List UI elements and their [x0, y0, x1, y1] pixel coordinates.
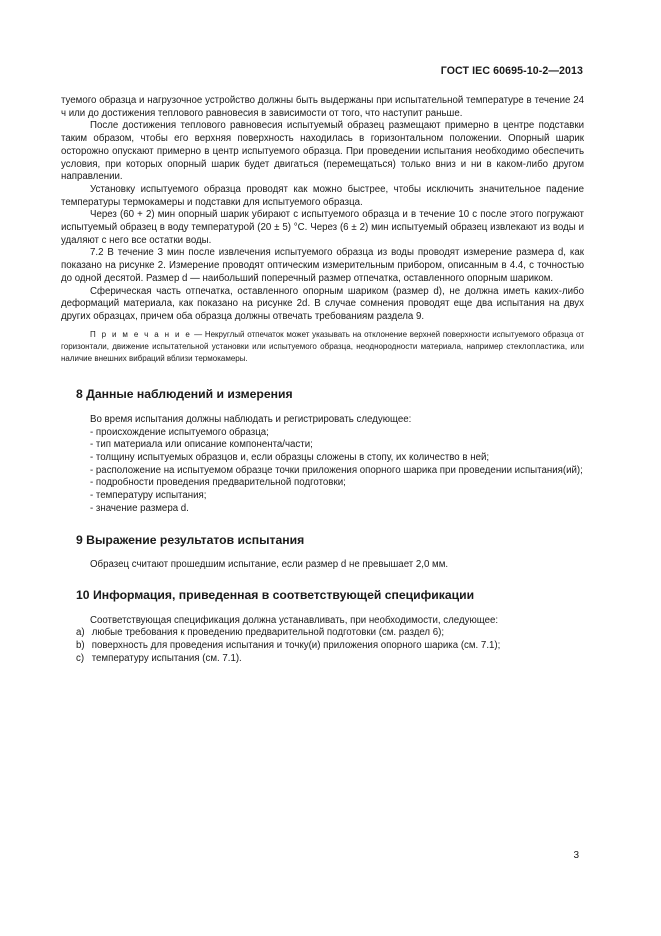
list-item-label: c) [76, 652, 85, 664]
document-body [61, 95, 584, 666]
list-item: - расположение на испытуемом образце точки приложения опорного шарика при проведении испытания(ий); [90, 464, 583, 476]
clause-7-2-paragraph: 7.2 В течение 3 мин после извлечения испытуемого образца из воды проводят измерение размера d, как показано на рисунке 2. Измерение проводят оптическим измерительным прибором, описанным в 4.4, с точностью до одной десятой. Размер d — наибольший поперечный размер отпечатка, оставленного опорным шариком. [61, 247, 584, 284]
list-item: - значение размера d. [90, 502, 189, 514]
note-paragraph [61, 329, 584, 366]
note-label: П р и м е ч а н и е [90, 329, 192, 339]
list-item-text: любые требования к проведению предварительной подготовки (см. раздел 6); [91, 627, 445, 639]
section-10-list [61, 615, 584, 666]
list-item-text: температуру испытания (см. 7.1). [91, 652, 242, 664]
list-item [61, 640, 584, 653]
paragraph: После достижения теплового равновесия испытуемый образец размещают примерно в центре подставки таким образом, чтобы его верхняя поверхность находилась в горизонтальном положении. Опорный шарик осторожно опускают примерно в центр испытуемого образца. При проведении испытания необходимо обеспечить условия, при которых опорный шарик будет двигаться (перемещаться) только вниз и ни в каком-либо другом направлении. [61, 120, 584, 183]
section-8-heading: 8 Данные наблюдений и измерения [76, 387, 293, 402]
document-code-header: ГОСТ IEC 60695-10-2—2013 [440, 65, 583, 77]
list-item: - тип материала или описание компонента/части; [90, 439, 313, 451]
note-text: — Некруглый отпечаток может указывать на отклонение верхней поверхности испытуемого образца от горизонтали, движение испытательной установки или испытуемого образца, неоднородности материала, например стеклопластика, или наличие внешних вибраций вблизи термокамеры. [61, 329, 584, 364]
list-item: - подробности проведения предварительной подготовки; [90, 477, 346, 489]
section-10-intro: Соответствующая спецификация должна устанавливать, при необходимости, следующее: [90, 614, 499, 626]
paragraph: туемого образца и нагрузочное устройство должны быть выдержаны при испытательной температуре в течение 24 ч или до достижения теплового равновесия в зависимости от того, что наступит раньше. [61, 95, 584, 119]
paragraph: Сферическая часть отпечатка, оставленного опорным шариком (размер d), не должна иметь каких-либо деформаций материала, как показано на рисунке 2d. В случае сомнения проводят еще два испытания на двух других образцах, причем оба образца должны отвечать требованиям раздела 9. [61, 285, 584, 322]
section-8-list [61, 414, 584, 516]
section-10-heading: 10 Информация, приведенная в соответствующей спецификации [76, 588, 475, 602]
list-item: - толщину испытуемых образцов и, если образцы сложены в стопу, их количество в ней; [90, 452, 490, 464]
page-number: 3 [573, 850, 579, 861]
paragraph: Установку испытуемого образца проводят как можно быстрее, чтобы исключить значительное падение температуры термокамеры и подставки для испытуемого образца. [61, 183, 584, 208]
section-9-text: Образец считают прошедшим испытание, если размер d не превышает 2,0 мм. [90, 559, 449, 571]
paragraph: Через (60 + 2) мин опорный шарик убирают с испытуемого образца и в течение 10 с после этого погружают испытуемый образец в воду температурой (20 ± 5) °С. Через (6 ± 2) мин испытуемый образец извлекают из воды и удаляют с него все остатки воды. [61, 209, 584, 246]
section-8-intro: Во время испытания должны наблюдать и регистрировать следующее: [90, 413, 412, 425]
list-item-label: a) [76, 627, 85, 639]
list-item: - происхождение испытуемого образца; [90, 426, 269, 438]
list-item [61, 653, 584, 666]
list-item [61, 627, 584, 640]
list-item: - температуру испытания; [90, 490, 207, 502]
list-item-text: поверхность для проведения испытания и точку(и) приложения опорного шарика (см. 7.1); [91, 640, 501, 652]
section-9-heading: 9 Выражение результатов испытания [76, 532, 305, 547]
list-item-label: b) [76, 640, 85, 652]
